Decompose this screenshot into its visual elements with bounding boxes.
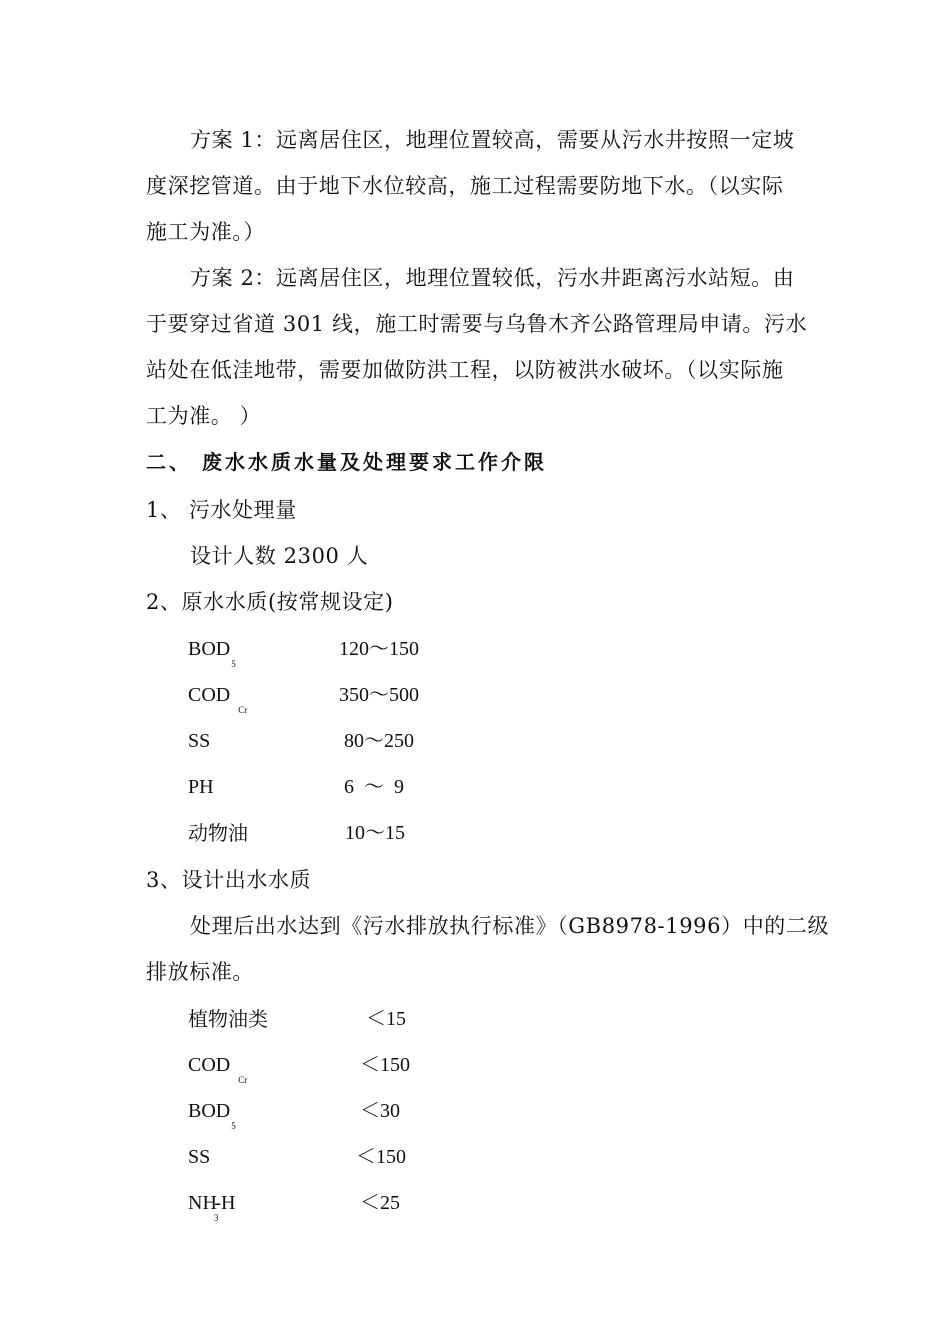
param-name: $NH_3-H$ <box>188 1192 236 1223</box>
param-name: 植物油类 <box>188 1007 268 1031</box>
param-value: ＜25 <box>360 1192 400 1214</box>
param-name: PH <box>188 776 214 798</box>
item1-text: 设计人数 2300 人 <box>190 544 369 568</box>
plan2-line-3: 站处在低洼地带，需要加做防洪工程，以防被洪水破坏。（以实际施 <box>146 358 784 382</box>
param-name: $BOD_5$ <box>188 638 236 669</box>
item1-title: 1、 污水处理量 <box>146 498 297 522</box>
param-name: $BOD_5$ <box>188 1100 236 1131</box>
plan2-line-4: 工为准。 ） <box>146 404 262 428</box>
param-value: ＜30 <box>360 1100 400 1122</box>
param-value: ＜15 <box>366 1008 406 1030</box>
plan1-line-2: 度深挖管道。由于地下水位较高，施工过程需要防地下水。（以实际 <box>146 174 784 198</box>
item3-text-line-1: 处理后出水达到《污水排放执行标准》（GB8978-1996）中的二级 <box>190 914 830 938</box>
section-heading: 二、 废水水质水量及处理要求工作介限 <box>146 450 547 474</box>
param-value: ＜150 <box>356 1146 406 1168</box>
param-name: $COD_{Cr}$ <box>188 684 248 715</box>
item2-title: 2、原水水质(按常规设定) <box>146 590 394 614</box>
param-name: SS <box>188 1146 211 1168</box>
param-value: 120～150 <box>339 638 419 660</box>
param-name: SS <box>188 730 211 752</box>
item3-text-line-2: 排放标准。 <box>146 960 254 984</box>
param-value: 10～15 <box>345 822 405 844</box>
param-value: 6 ～ 9 <box>344 776 404 798</box>
item3-title: 3、设计出水水质 <box>146 868 312 892</box>
param-name: $COD_{Cr}$ <box>188 1054 248 1085</box>
param-value: ＜150 <box>360 1054 410 1076</box>
plan2-line-2: 于要穿过省道 301 线，施工时需要与乌鲁木齐公路管理局申请。污水 <box>146 312 808 336</box>
param-value: 80～250 <box>344 730 414 752</box>
plan1-line-3: 施工为准。） <box>146 220 266 244</box>
param-value: 350～500 <box>339 684 419 706</box>
plan1-line-1: 方案 1：远离居住区，地理位置较高，需要从污水井按照一定坡 <box>190 128 795 152</box>
param-name: 动物油 <box>188 821 248 845</box>
plan2-line-1: 方案 2：远离居住区，地理位置较低，污水井距离污水站短。由 <box>190 266 795 290</box>
